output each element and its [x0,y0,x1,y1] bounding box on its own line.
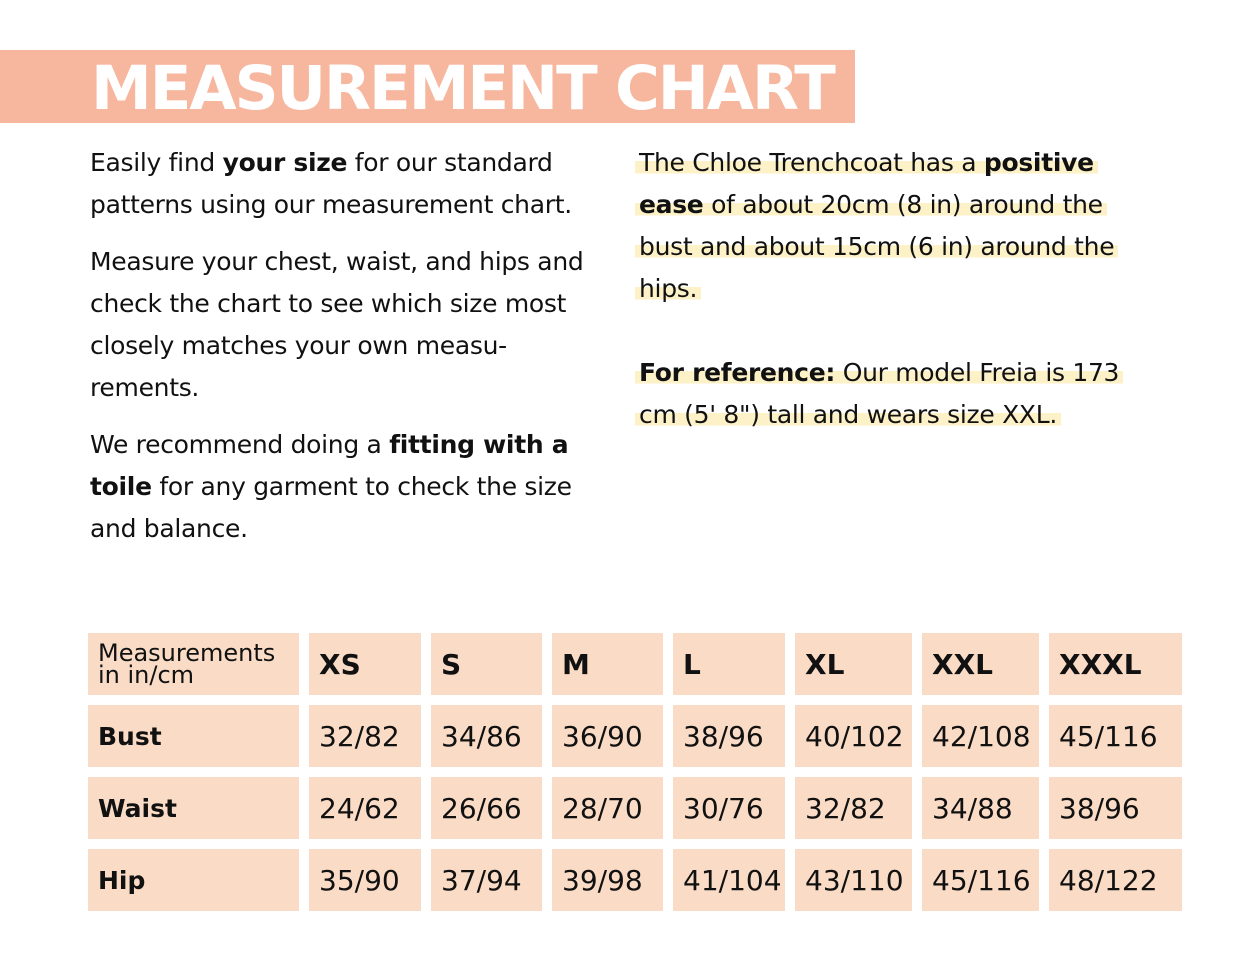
size-header-xs: XS [309,633,421,695]
size-header-xxxl: XXXL [1049,633,1182,695]
table-cell: 38/96 [673,705,785,767]
table-cell: 45/116 [922,849,1039,911]
table-cell: 41/104 [673,849,785,911]
table-cell: 30/76 [673,777,785,839]
text-run: Our model Freia is 173 cm (5' 8") tall and wears size XXL. [639,358,1120,429]
table-cell: 32/82 [795,777,912,839]
table-cell: 35/90 [309,849,421,911]
row-label-waist: Waist [88,777,299,839]
table-cell: 43/110 [795,849,912,911]
table-cell: 36/90 [552,705,663,767]
text-run: for any garment to check the size and balance. [90,472,572,543]
highlighted-text [635,148,1118,303]
table-cell: 39/98 [552,849,663,911]
table-cell: 34/86 [431,705,542,767]
bold-text-run: your size [222,148,348,177]
table-cell: 38/96 [1049,777,1182,839]
table-cell: 42/108 [922,705,1039,767]
table-cell: 45/116 [1049,705,1182,767]
table-cell: 34/88 [922,777,1039,839]
bold-text-run: fitting with a toile [90,430,569,501]
bold-text-run: positive ease [639,148,1094,219]
measurement-table [88,633,1182,911]
bold-text-run: For reference: [639,358,836,387]
intro-text-column [90,142,610,565]
size-header-l: L [673,633,785,695]
intro-paragraph-1 [90,142,610,226]
table-cell: 48/122 [1049,849,1182,911]
table-cell: 37/94 [431,849,542,911]
fit-notes-column [635,142,1155,436]
text-run: of about 20cm (8 in) around the bust and about 15cm (6 in) around the hips. [639,190,1115,303]
text-run: We recommend doing a [90,430,390,459]
table-cell: 26/66 [431,777,542,839]
intro-paragraph-2: Measure your chest, waist, and hips and check the chart to see which size most closely matches your own measu- rements. [90,247,584,402]
size-header-xl: XL [795,633,912,695]
size-header-m: M [552,633,663,695]
row-label-bust: Bust [88,705,299,767]
size-header-s: S [431,633,542,695]
table-corner-header: Measurements in in/cm [88,633,299,695]
ease-note [635,142,1155,310]
model-reference-note [635,352,1155,436]
size-header-xxl: XXL [922,633,1039,695]
table-cell: 28/70 [552,777,663,839]
row-label-hip: Hip [88,849,299,911]
text-run: Easily find [90,148,223,177]
text-run: The Chloe Trenchcoat has a [639,148,984,177]
table-cell: 32/82 [309,705,421,767]
page-title: MEASUREMENT CHART [91,53,834,124]
table-cell: 24/62 [309,777,421,839]
highlighted-text [635,358,1123,429]
text-run: for our standard patterns using our measurement chart. [90,148,572,219]
table-cell: 40/102 [795,705,912,767]
intro-paragraph-3 [90,424,610,550]
